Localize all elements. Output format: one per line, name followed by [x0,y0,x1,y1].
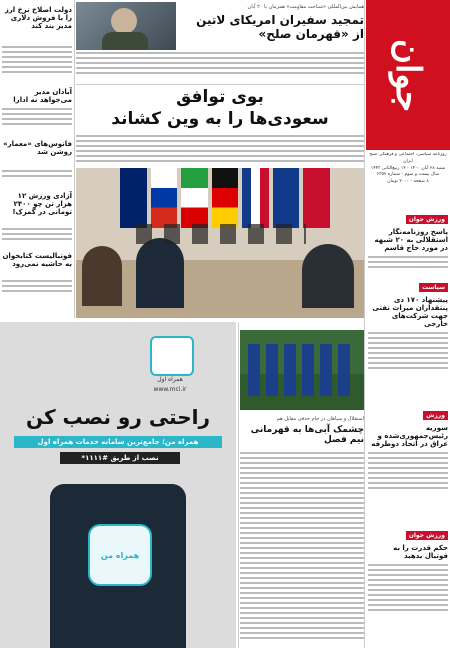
issue-info [368,152,448,202]
delegate-2 [136,238,184,308]
tag-badge: سیاست [419,283,448,292]
column-divider [364,0,365,648]
main-story-title-1: بوی توافق [176,87,264,107]
sport-story [240,330,364,648]
app-label: همراه من [100,550,140,560]
right-col-title-3: سوریه رئیس‌جمهوری‌شده و عراق در اتحاد دوطرفه [371,424,448,449]
delegate-1 [82,246,122,306]
right-col-item-1 [368,206,448,270]
ad-url: www.mci.ir [153,386,187,393]
advertisement [0,322,236,648]
flag-eu [273,168,300,228]
ad-brand: همراه اول [157,376,183,383]
tag-badge: ورزش جوان [406,531,448,540]
right-col-title-4: حکم قدرت را به فوتبال بدهید [393,544,448,561]
flag-france [242,168,269,228]
ad-phone [50,484,186,648]
masthead-logo: جوان [388,38,428,112]
ad-headline: راحتی رو نصب کن [25,405,211,429]
left-col-title-5: فوتبالیست کتابخوان به حاشیه نمی‌رود [2,252,72,269]
top-story-kicker: همایش بین‌المللی «شناخت مقاومت» همزمان با ۲۰ آبان [247,4,364,10]
info-line-3: سال بیست و سوم - شماره ۶۳۵۷ [376,172,440,178]
flag-iran [181,168,208,228]
main-story-title-2: سعودی‌ها را به وین کشاند [111,108,329,129]
top-story [76,2,364,82]
delegates-row [136,224,306,244]
tag-badge: ورزش جوان [406,215,448,224]
column-divider [74,0,75,318]
tag-badge: ورزش [423,411,448,420]
sport-photo [240,330,364,410]
divider [76,84,364,85]
flag-russia [151,168,178,228]
info-line-2: شنبه ۲۸ آبان ۱۴۰۰ - ۱۴ ربیع‌الثانی ۱۴۴۳ [370,165,446,171]
left-col-title-4: آزادی ورزش ۱۲ هزار تن چو ۲۴۰۰ تومانی در گمرک! [12,192,72,217]
flag-germany [212,168,239,228]
info-line-4: ۸ صفحه - ۲۰۰۰ تومان [387,179,429,184]
ad-code: نصب از طریق #۱۱۱۱* [60,452,180,464]
main-story [76,86,364,166]
players [248,344,356,396]
flag-uk [120,168,147,228]
right-col-item-2 [368,274,448,398]
sport-title: چشمک آبی‌ها به قهرمانی نیم فصل [250,425,364,446]
flag-china [303,168,330,228]
left-col-title-2: آبادان مدیر می‌خواهد نه ادارا [13,88,72,105]
main-story-photo [76,168,364,318]
ad-logo-icon [150,336,194,376]
app-tile [88,524,152,586]
sport-kicker: استقلال و سپاهان در جام حذفی مقابل هم [276,416,364,422]
top-story-title: تمجید سفیران امریکای لاتین از «قهرمان صلح» [196,13,364,41]
top-story-photo [76,2,176,50]
masthead [366,0,450,150]
delegate-3 [302,244,354,308]
right-col-item-3 [368,402,448,518]
person-silhouette [111,8,137,34]
right-col-title-1: پاسخ روزنامه‌نگار استقلالی به ۲۰ شبهه در مورد حاج قاسم [374,228,448,253]
ad-sub: همراه من؛ جامع‌ترین سامانه خدمات همراه اول [14,436,222,448]
left-col-title-3: فانوس‌های «معمار» روشن شد [3,140,72,157]
right-col-title-2: پیشنهاد ۱۷۰ دی پنتقداران میراث نفتی جهت شرکت‌های خارجی [372,296,448,329]
left-column [0,0,72,318]
info-line-1: روزنامه سیاسی، اجتماعی و فرهنگی صبح ایران [369,152,447,164]
left-col-title-1: دولت اصلاح نرخ ارز را با فروش دلاری مدیر بند کند [4,6,72,31]
flags [120,168,330,228]
column-divider [238,322,239,648]
right-col-item-4 [368,522,448,646]
